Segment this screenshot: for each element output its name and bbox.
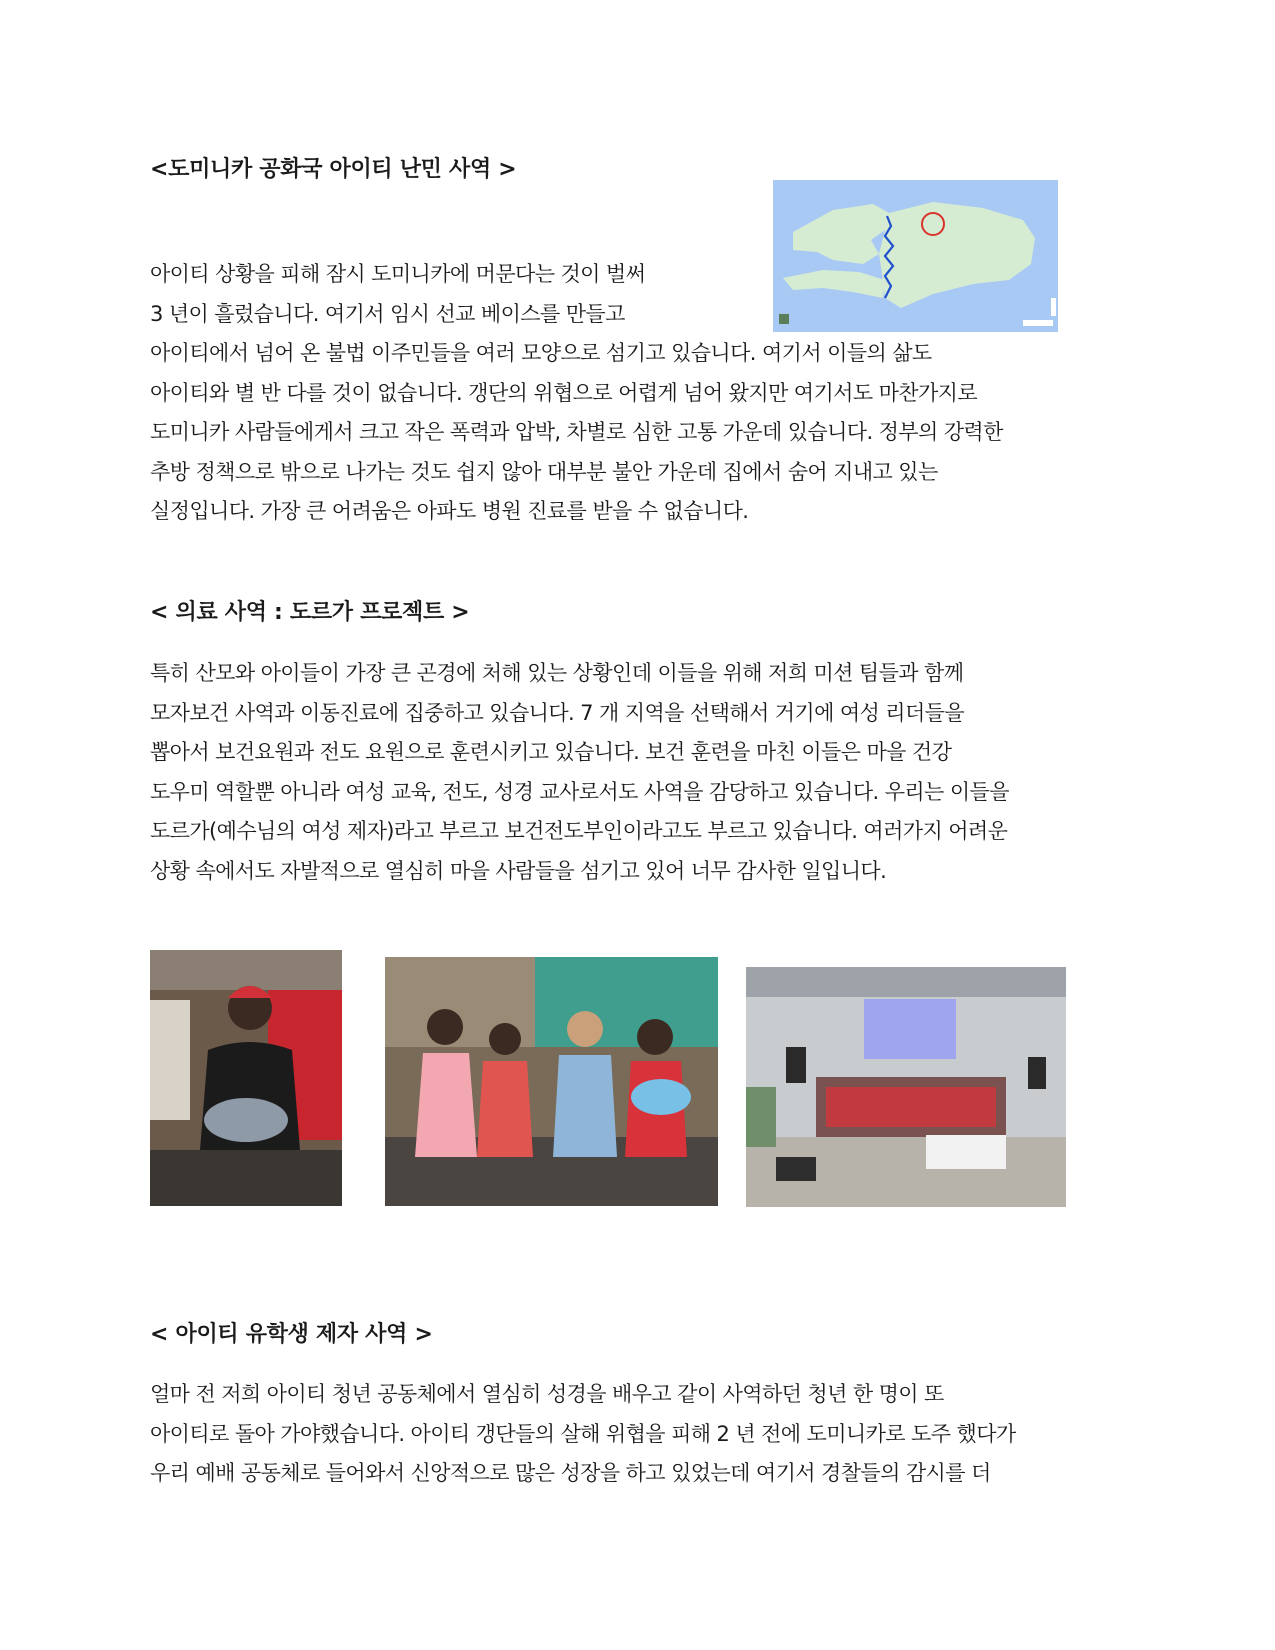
text-line: 모자보건 사역과 이동진료에 집중하고 있습니다. 7 개 지역을 선택해서 거기에 여성 리더들을	[150, 700, 965, 725]
text-line: 도미니카 사람들에게서 크고 작은 폭력과 압박, 차별로 심한 고통 가운데 있습니다. 정부의 강력한	[150, 420, 1003, 444]
photo-group-with-babies	[385, 957, 718, 1206]
text-line: 도르가(예수님의 여성 제자)라고 부르고 보건전도부인이라고도 부르고 있습니다. 여러가지 어려운	[150, 819, 1008, 843]
photo-group-with-banner	[746, 967, 1066, 1207]
text-line: 우리 예배 공동체로 들어와서 신앙적으로 많은 성장을 하고 있었는데 여기서 경찰들의 감시를 더	[150, 1461, 991, 1485]
photo-icon	[385, 957, 718, 1206]
section-heading-medical-ministry: < 의료 사역 : 도르가 프로젝트 >	[150, 600, 470, 625]
text-line: 도우미 역할뿐 아니라 여성 교육, 전도, 성경 교사로서도 사역을 감당하고 있습니다. 우리는 이들을	[150, 779, 1009, 804]
section1-paragraph	[150, 255, 1003, 532]
text-line: 아이티로 돌아 가야했습니다. 아이티 갱단들의 살해 위협을 피해 2 년 전에 도미니카로 도주 했다가	[150, 1421, 1016, 1446]
section3-paragraph	[150, 1375, 1016, 1494]
section-heading-refugee-ministry: <도미니카 공화국 아이티 난민 사역 >	[150, 157, 517, 182]
text-line: 상황 속에서도 자발적으로 열심히 마을 사람들을 섬기고 있어 너무 감사한 일입니다.	[150, 858, 887, 883]
text-line: 3 년이 흘렀습니다. 여기서 임시 선교 베이스를 만들고	[150, 301, 625, 326]
photo-icon	[746, 967, 1066, 1207]
section2-paragraph	[150, 654, 1009, 891]
text-line: 추방 정책으로 밖으로 나가는 것도 쉽지 않아 대부분 불안 가운데 집에서 숨어 지내고 있는	[150, 459, 938, 484]
photo-woman-holding-baby	[150, 950, 342, 1206]
text-line: 얼마 전 저희 아이티 청년 공동체에서 열심히 성경을 배우고 같이 사역하던 청년 한 명이 또	[150, 1382, 944, 1406]
text-line: 특히 산모와 아이들이 가장 큰 곤경에 처해 있는 상황인데 이들을 위해 저희 미션 팀들과 함께	[150, 661, 964, 685]
text-line: 실정입니다. 가장 큰 어려움은 아파도 병원 진료를 받을 수 없습니다.	[150, 499, 749, 523]
text-line: 아이티에서 넘어 온 불법 이주민들을 여러 모양으로 섬기고 있습니다. 여기서 이들의 삶도	[150, 341, 932, 365]
text-line: 아이티 상황을 피해 잠시 도미니카에 머문다는 것이 벌써	[150, 262, 646, 286]
photo-icon	[150, 950, 342, 1206]
text-line: 아이티와 별 반 다를 것이 없습니다. 갱단의 위협으로 어렵게 넘어 왔지만 여기서도 마찬가지로	[150, 380, 978, 405]
text-line: 뽑아서 보건요원과 전도 요원으로 훈련시키고 있습니다. 보건 훈련을 마친 이들은 마을 건강	[150, 740, 952, 764]
section-heading-student-ministry: < 아이티 유학생 제자 사역 >	[150, 1322, 433, 1347]
